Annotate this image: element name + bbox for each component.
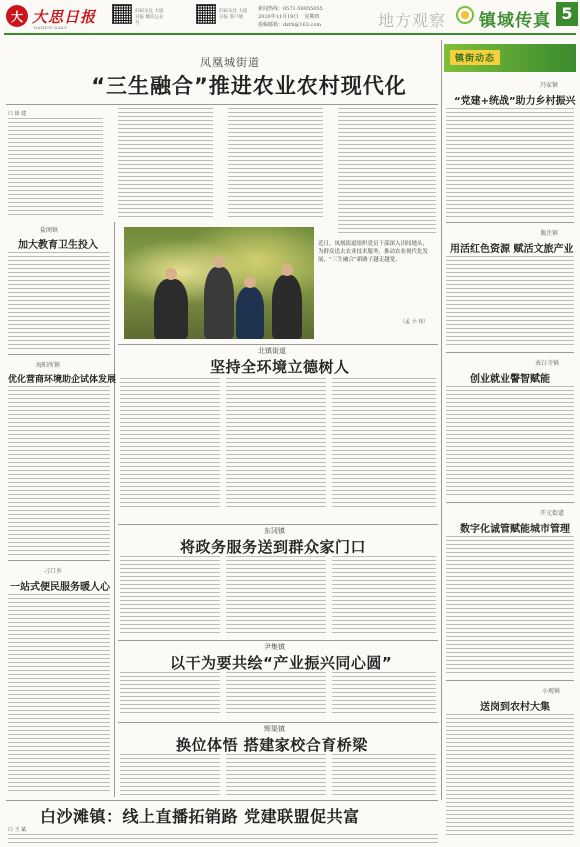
bottom-story-headline[interactable]: 白沙滩镇：线上直播拓销路 党建联盟促共富 bbox=[40, 807, 360, 826]
center-story-1-body-col-3 bbox=[332, 378, 436, 508]
lead-body-col-3 bbox=[228, 108, 323, 220]
app-qr-code-icon bbox=[196, 4, 216, 24]
sidebar-item-4-place: 开元街道 bbox=[540, 510, 565, 517]
sidebar-item-1-place: 冯家镇 bbox=[540, 82, 559, 89]
lead-headline[interactable]: “三生融合”推进农业农村现代化 bbox=[91, 74, 407, 98]
story-rule bbox=[118, 722, 438, 723]
masthead-rule bbox=[4, 33, 576, 35]
date-row bbox=[258, 13, 376, 21]
column-divider bbox=[114, 222, 115, 797]
bottom-story-body bbox=[8, 834, 438, 846]
lead-photo[interactable] bbox=[124, 227, 314, 339]
photo-caption: 近日，凤凰街道组织党员干部深入田间地头，为群众送去农业技术服务，推动农业现代化发展，“三生融合”新路子越走越宽。 bbox=[318, 241, 429, 263]
issue-meta bbox=[258, 5, 376, 29]
sidebar-item-2-body bbox=[446, 256, 574, 348]
center-story-2-kicker: 东冈镇 bbox=[264, 527, 285, 535]
sidebar-item-5-headline[interactable]: 送岗到农村大集 bbox=[480, 702, 550, 713]
center-story-1-headline[interactable]: 坚持全环境立德树人 bbox=[210, 358, 350, 376]
sidebar-item-4-body bbox=[446, 536, 574, 676]
sidebar-divider bbox=[441, 40, 442, 800]
lead-body-col-2 bbox=[118, 108, 213, 220]
center-story-3-kicker: 尹集镇 bbox=[264, 643, 285, 651]
center-story-2-body-col-1 bbox=[120, 556, 220, 634]
photo-person bbox=[204, 267, 234, 339]
title-rule bbox=[6, 104, 438, 105]
story-rule bbox=[446, 222, 574, 223]
bottom-story-byline: 口 王 斌 bbox=[8, 827, 27, 833]
app-qr-caption: 扫码关注 大思日报 客户端 bbox=[219, 9, 248, 20]
story-rule bbox=[118, 344, 438, 345]
story-rule bbox=[8, 354, 110, 355]
sidebar-item-2-headline[interactable]: 用活红色资源 赋活文旅产业 bbox=[450, 244, 574, 255]
sidebar-item-5-place: 小观镇 bbox=[542, 688, 561, 695]
lead-body-col-1 bbox=[8, 118, 103, 218]
email: 投稿邮箱：dzrb@163.com bbox=[258, 22, 322, 28]
sidebar-item-3-headline[interactable]: 创业就业謦智赋能 bbox=[470, 374, 550, 385]
photo-person bbox=[154, 279, 188, 339]
story-rule bbox=[446, 352, 574, 353]
left-story-2-headline[interactable]: 优化营商环境助企试体发展 bbox=[8, 375, 117, 385]
center-story-3-body-col-1 bbox=[120, 672, 220, 716]
center-story-3-body-col-3 bbox=[332, 672, 436, 716]
sidebar-item-4-headline[interactable]: 数字化诚管赋能城市管理 bbox=[460, 524, 570, 535]
center-story-2-headline[interactable]: 将政务服务送到群众家门口 bbox=[180, 538, 367, 556]
wechat-qr-code-icon bbox=[112, 4, 132, 24]
wechat-qr-caption: 扫码关注 大思日报 微信公众号 bbox=[135, 9, 164, 26]
center-story-4-headline[interactable]: 换位体悟 搭建家校合育桥梁 bbox=[176, 736, 368, 754]
sidebar-item-1-headline[interactable]: “党建+统战”助力乡村振兴 bbox=[454, 96, 576, 107]
page-number: 5 bbox=[556, 2, 578, 26]
story-rule bbox=[446, 502, 574, 503]
lead-kicker: 凤凰城街道 bbox=[200, 56, 260, 69]
left-story-1-headline[interactable]: 加大教育卫生投入 bbox=[18, 240, 98, 251]
photo-person bbox=[272, 275, 302, 339]
left-story-1-body bbox=[8, 252, 110, 352]
masthead bbox=[0, 0, 580, 34]
sidebar-item-3-place: 表白寺镇 bbox=[535, 360, 560, 367]
newspaper-logo-icon: 大 bbox=[6, 5, 28, 27]
rural-sun-icon bbox=[456, 6, 474, 24]
story-rule bbox=[446, 680, 574, 681]
photo-credit: （孟 小 伟） bbox=[400, 319, 429, 325]
left-story-3-headline[interactable]: 一站式便民服务暖人心 bbox=[10, 582, 110, 593]
newspaper-name: 大思日报 bbox=[32, 7, 97, 26]
sidebar-item-2-place: 谯注镇 bbox=[540, 230, 559, 237]
sidebar-item-5-body bbox=[446, 714, 574, 838]
bottom-rule bbox=[6, 800, 438, 801]
center-story-4-body-col-1 bbox=[120, 754, 220, 796]
center-story-1-body-col-2 bbox=[226, 378, 326, 508]
center-story-1-body-col-1 bbox=[120, 378, 220, 508]
center-story-1-kicker: 北镇街道 bbox=[258, 347, 286, 355]
center-story-2-body-col-3 bbox=[332, 556, 436, 634]
lead-body-col-4 bbox=[338, 108, 436, 233]
left-story-1-place: 盐阁镇 bbox=[40, 227, 59, 234]
sidebar-banner-label: 镇街动态 bbox=[450, 50, 500, 65]
photo-person bbox=[236, 287, 264, 339]
story-rule bbox=[118, 524, 438, 525]
lead-byline: 口 徐 建 bbox=[8, 111, 27, 117]
sidebar-item-1-body bbox=[446, 108, 574, 218]
story-rule bbox=[8, 560, 110, 561]
issue-date: 2020年11月19日 bbox=[258, 14, 299, 20]
center-story-3-body-col-2 bbox=[226, 672, 326, 716]
section-name: 地方观察 bbox=[378, 11, 447, 30]
column-name: 镇域传真 bbox=[479, 11, 551, 31]
center-story-2-body-col-2 bbox=[226, 556, 326, 634]
sidebar-item-3-body bbox=[446, 386, 574, 498]
center-story-3-headline[interactable]: 以干为要共绘“产业振兴同心圆” bbox=[170, 654, 393, 672]
left-story-3-body bbox=[8, 594, 110, 794]
left-story-3-place: 刁口乡 bbox=[44, 568, 63, 575]
hotline: 新闻热线：0571-58955055 bbox=[258, 6, 323, 12]
center-story-4-body-col-3 bbox=[332, 754, 436, 796]
center-story-4-kicker: 辉渠镇 bbox=[264, 725, 285, 733]
issue-weekday: 星期四 bbox=[304, 14, 320, 20]
left-story-2-place: 海阳所镇 bbox=[36, 362, 61, 369]
newspaper-brand bbox=[6, 5, 96, 27]
center-story-4-body-col-2 bbox=[226, 754, 326, 796]
left-story-2-body bbox=[8, 386, 110, 556]
newspaper-english-name: DAZHOU DAILY bbox=[34, 25, 68, 30]
story-rule bbox=[118, 640, 438, 641]
